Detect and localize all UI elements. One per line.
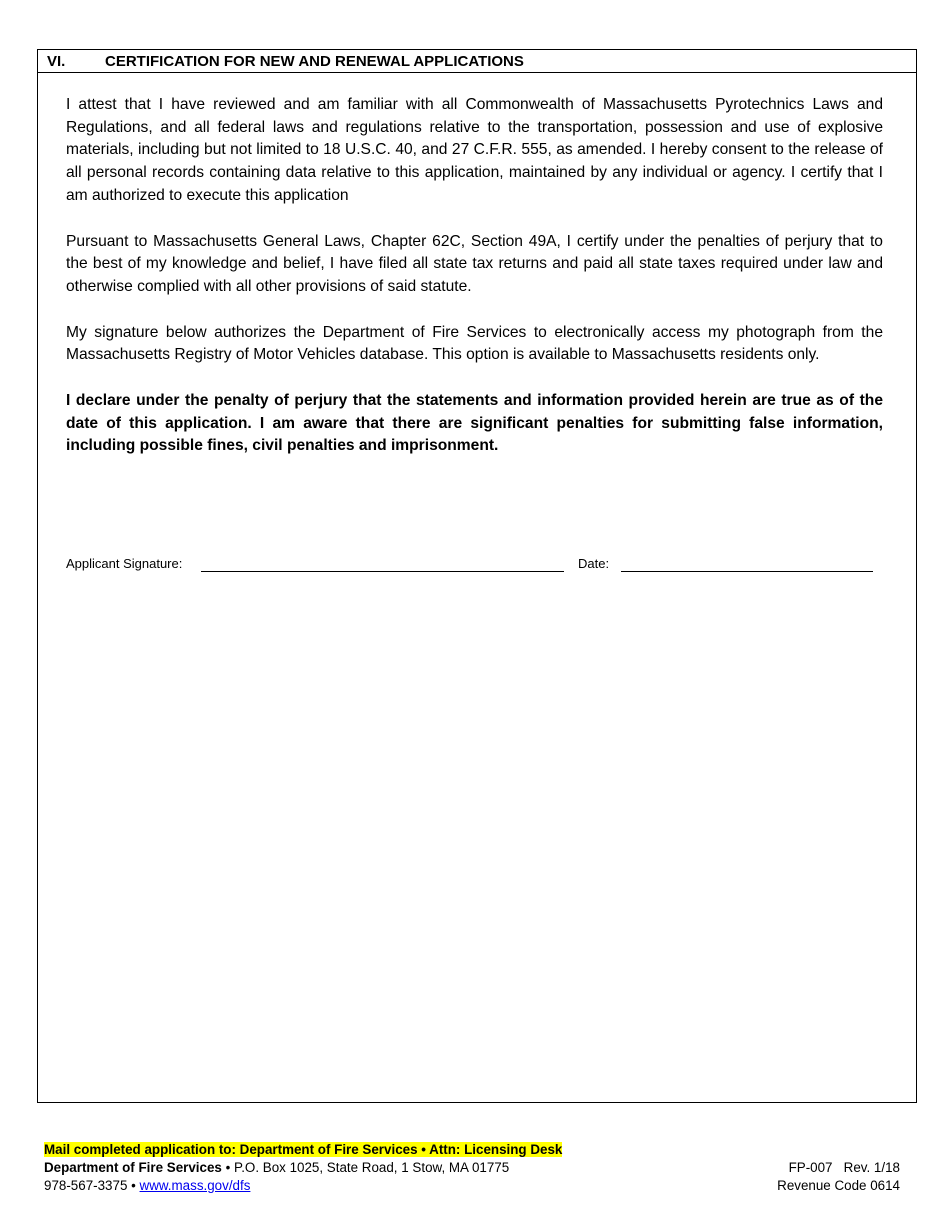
mail-instructions <box>44 1141 562 1159</box>
certification-body <box>66 94 883 481</box>
attestation-paragraph: I attest that I have reviewed and am familiar with all Commonwealth of Massachusetts Pyrotechnics Laws and Regulations, and all federal laws and regulations relative to the transportation, possession and use of explosive materials, including but not limited to 18 U.S.C. 40, and 27 C.F.R. 555, as amended. I hereby consent to the release of all personal records containing data relative to this application, maintained by any individual or agency. I certify that I am authorized to execute this application <box>66 96 883 204</box>
form-identifier <box>777 1159 900 1195</box>
footer-contact <box>44 1141 562 1195</box>
photo-authorization-paragraph: My signature below authorizes the Department of Fire Services to electronically access my photograph from the Massachusetts Registry of Motor Vehicles database. This option is available to Massachusetts residents only. <box>66 323 883 364</box>
website-link[interactable]: www.mass.gov/dfs <box>139 1178 251 1193</box>
mail-instructions-text: Mail completed application to: Department of Fire Services • Attn: Licensing Desk <box>44 1142 563 1157</box>
department-address <box>44 1159 562 1177</box>
applicant-signature-label: Applicant Signature: <box>66 556 183 571</box>
address-text: • P.O. Box 1025, State Road, 1 Stow, MA 01775 <box>221 1160 510 1175</box>
section-header <box>38 50 916 73</box>
perjury-declaration: I declare under the penalty of perjury that the statements and information provided herein are true as of the date of this application. I am aware that there are significant penalties for submitting false information, including possible fines, civil penalties and imprisonment. <box>66 392 883 455</box>
section-number: VI. <box>47 52 66 70</box>
signature-row <box>66 555 886 575</box>
applicant-signature-line[interactable] <box>201 571 564 572</box>
revenue-code: Revenue Code 0614 <box>777 1178 900 1193</box>
tax-certification-paragraph: Pursuant to Massachusetts General Laws, Chapter 62C, Section 49A, I certify under the penalties of perjury that to the best of my knowledge and belief, I have filed all state tax returns and paid all state taxes required under law and otherwise complied with all other provisions of said statute. <box>66 232 883 295</box>
date-line[interactable] <box>621 571 873 572</box>
form-revision: FP-007 Rev. 1/18 <box>788 1160 900 1175</box>
phone-number: 978-567-3375 • <box>44 1178 140 1193</box>
department-name: Department of Fire Services <box>44 1160 222 1175</box>
phone-web-line <box>44 1177 562 1195</box>
date-label: Date: <box>578 556 610 571</box>
certification-section <box>37 49 917 1103</box>
section-title: CERTIFICATION FOR NEW AND RENEWAL APPLICATIONS <box>105 52 524 70</box>
